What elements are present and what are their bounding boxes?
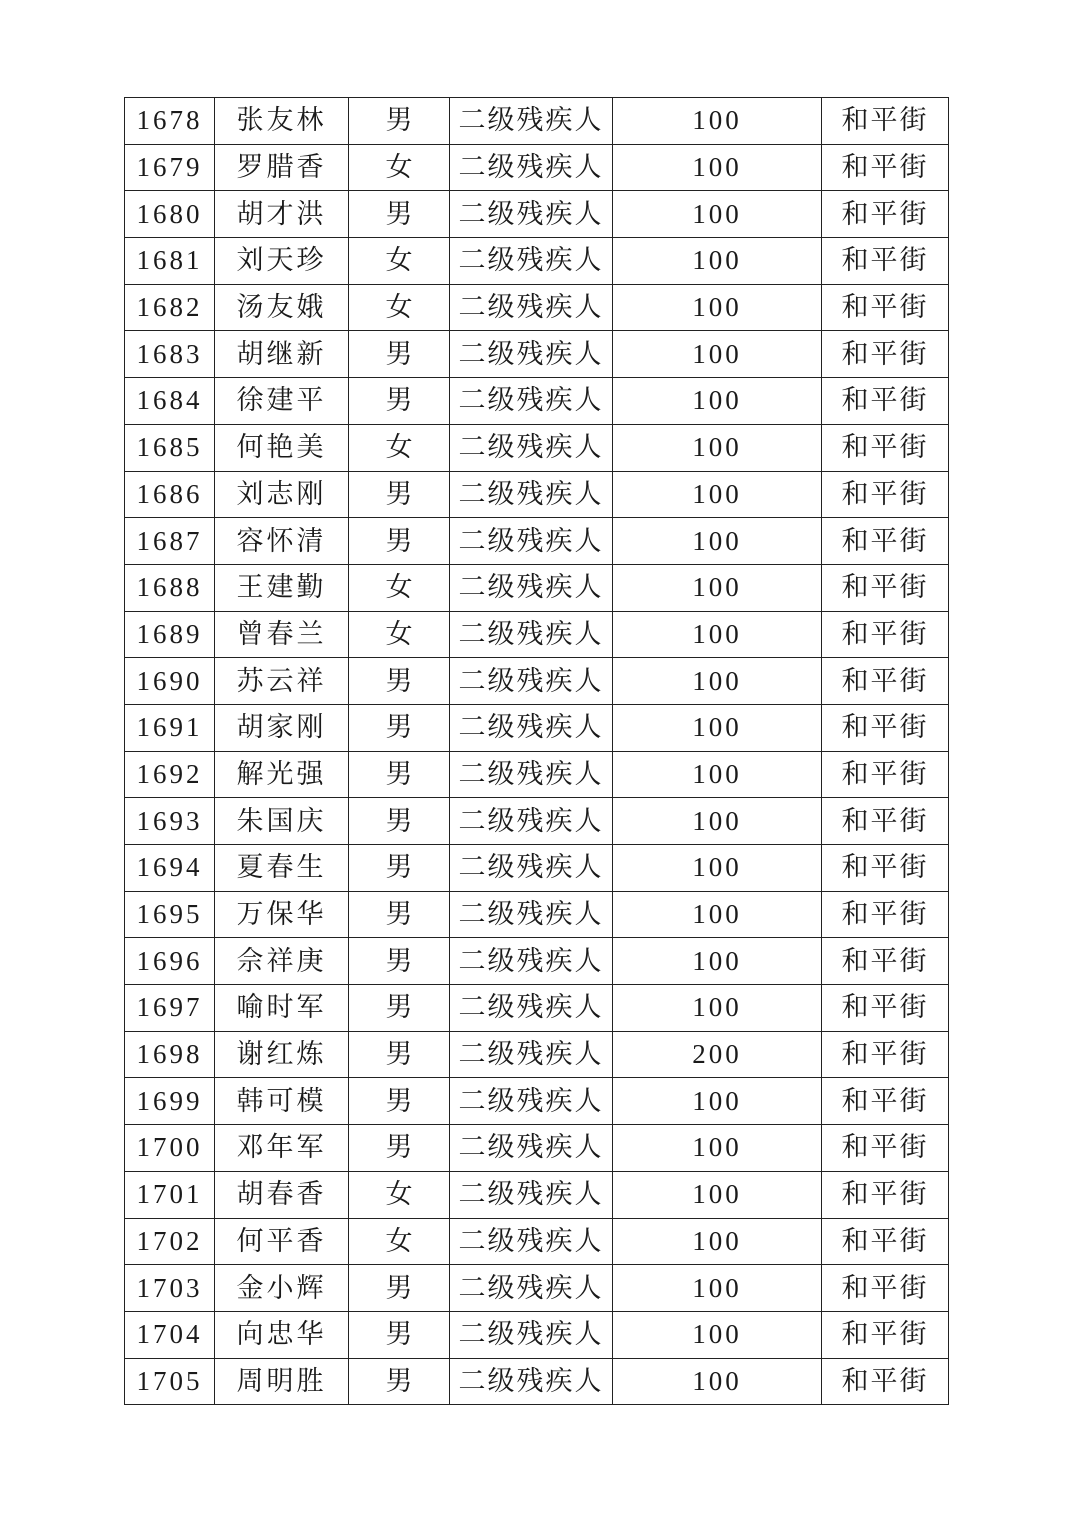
name-cell: 汤友娥 (215, 284, 349, 331)
name-cell: 张友林 (215, 98, 349, 145)
gender-cell: 男 (349, 704, 450, 751)
street-cell: 和平街 (822, 798, 949, 845)
serial-number-cell: 1686 (125, 471, 215, 518)
roster-table-body (125, 98, 949, 1405)
disability-level-cell: 二级残疾人 (450, 238, 613, 285)
amount-cell: 100 (613, 1125, 822, 1172)
name-cell: 金小辉 (215, 1265, 349, 1312)
gender-cell: 男 (349, 658, 450, 705)
name-cell: 胡才洪 (215, 191, 349, 238)
serial-number-cell: 1700 (125, 1125, 215, 1172)
street-cell: 和平街 (822, 1078, 949, 1125)
amount-cell: 100 (613, 238, 822, 285)
amount-cell: 100 (613, 891, 822, 938)
serial-number-cell: 1678 (125, 98, 215, 145)
street-cell: 和平街 (822, 1265, 949, 1312)
table-row (125, 191, 949, 238)
serial-number-cell: 1692 (125, 751, 215, 798)
amount-cell: 100 (613, 845, 822, 892)
serial-number-cell: 1701 (125, 1171, 215, 1218)
disability-level-cell: 二级残疾人 (450, 658, 613, 705)
street-cell: 和平街 (822, 1358, 949, 1405)
street-cell: 和平街 (822, 191, 949, 238)
name-cell: 苏云祥 (215, 658, 349, 705)
amount-cell: 100 (613, 191, 822, 238)
gender-cell: 女 (349, 611, 450, 658)
name-cell: 韩可模 (215, 1078, 349, 1125)
name-cell: 万保华 (215, 891, 349, 938)
amount-cell: 100 (613, 1265, 822, 1312)
amount-cell: 100 (613, 331, 822, 378)
amount-cell: 100 (613, 1311, 822, 1358)
amount-cell: 100 (613, 1358, 822, 1405)
serial-number-cell: 1699 (125, 1078, 215, 1125)
name-cell: 喻时军 (215, 985, 349, 1032)
street-cell: 和平街 (822, 751, 949, 798)
amount-cell: 200 (613, 1031, 822, 1078)
disability-level-cell: 二级残疾人 (450, 1171, 613, 1218)
street-cell: 和平街 (822, 518, 949, 565)
table-row (125, 1265, 949, 1312)
gender-cell: 男 (349, 938, 450, 985)
amount-cell: 100 (613, 611, 822, 658)
amount-cell: 100 (613, 378, 822, 425)
table-row (125, 938, 949, 985)
gender-cell: 女 (349, 284, 450, 331)
street-cell: 和平街 (822, 564, 949, 611)
name-cell: 刘志刚 (215, 471, 349, 518)
serial-number-cell: 1681 (125, 238, 215, 285)
amount-cell: 100 (613, 564, 822, 611)
disability-level-cell: 二级残疾人 (450, 191, 613, 238)
amount-cell: 100 (613, 471, 822, 518)
gender-cell: 女 (349, 238, 450, 285)
street-cell: 和平街 (822, 704, 949, 751)
disability-level-cell: 二级残疾人 (450, 938, 613, 985)
table-row (125, 518, 949, 565)
serial-number-cell: 1697 (125, 985, 215, 1032)
street-cell: 和平街 (822, 238, 949, 285)
street-cell: 和平街 (822, 1171, 949, 1218)
amount-cell: 100 (613, 424, 822, 471)
name-cell: 何艳美 (215, 424, 349, 471)
street-cell: 和平街 (822, 938, 949, 985)
table-row (125, 1031, 949, 1078)
gender-cell: 女 (349, 144, 450, 191)
serial-number-cell: 1685 (125, 424, 215, 471)
gender-cell: 男 (349, 845, 450, 892)
gender-cell: 男 (349, 1078, 450, 1125)
gender-cell: 男 (349, 378, 450, 425)
name-cell: 胡家刚 (215, 704, 349, 751)
disability-level-cell: 二级残疾人 (450, 1311, 613, 1358)
roster-table (124, 97, 949, 1405)
table-row (125, 891, 949, 938)
street-cell: 和平街 (822, 611, 949, 658)
table-row (125, 144, 949, 191)
disability-level-cell: 二级残疾人 (450, 424, 613, 471)
name-cell: 佘祥庚 (215, 938, 349, 985)
gender-cell: 男 (349, 331, 450, 378)
disability-level-cell: 二级残疾人 (450, 518, 613, 565)
gender-cell: 男 (349, 518, 450, 565)
street-cell: 和平街 (822, 1125, 949, 1172)
disability-level-cell: 二级残疾人 (450, 611, 613, 658)
disability-level-cell: 二级残疾人 (450, 331, 613, 378)
amount-cell: 100 (613, 751, 822, 798)
street-cell: 和平街 (822, 658, 949, 705)
disability-level-cell: 二级残疾人 (450, 98, 613, 145)
amount-cell: 100 (613, 144, 822, 191)
amount-cell: 100 (613, 98, 822, 145)
disability-level-cell: 二级残疾人 (450, 891, 613, 938)
street-cell: 和平街 (822, 284, 949, 331)
name-cell: 夏春生 (215, 845, 349, 892)
street-cell: 和平街 (822, 378, 949, 425)
serial-number-cell: 1683 (125, 331, 215, 378)
disability-level-cell: 二级残疾人 (450, 985, 613, 1032)
gender-cell: 男 (349, 1358, 450, 1405)
name-cell: 谢红炼 (215, 1031, 349, 1078)
table-row (125, 284, 949, 331)
table-row (125, 1171, 949, 1218)
serial-number-cell: 1694 (125, 845, 215, 892)
disability-level-cell: 二级残疾人 (450, 1125, 613, 1172)
street-cell: 和平街 (822, 891, 949, 938)
amount-cell: 100 (613, 1078, 822, 1125)
amount-cell: 100 (613, 1218, 822, 1265)
name-cell: 刘天珍 (215, 238, 349, 285)
gender-cell: 男 (349, 98, 450, 145)
table-row (125, 564, 949, 611)
table-row (125, 331, 949, 378)
street-cell: 和平街 (822, 985, 949, 1032)
gender-cell: 女 (349, 1218, 450, 1265)
disability-level-cell: 二级残疾人 (450, 471, 613, 518)
name-cell: 何平香 (215, 1218, 349, 1265)
street-cell: 和平街 (822, 1311, 949, 1358)
table-row (125, 378, 949, 425)
amount-cell: 100 (613, 704, 822, 751)
serial-number-cell: 1702 (125, 1218, 215, 1265)
table-row (125, 1311, 949, 1358)
gender-cell: 男 (349, 191, 450, 238)
amount-cell: 100 (613, 518, 822, 565)
name-cell: 胡继新 (215, 331, 349, 378)
disability-level-cell: 二级残疾人 (450, 1218, 613, 1265)
disability-level-cell: 二级残疾人 (450, 1265, 613, 1312)
gender-cell: 女 (349, 564, 450, 611)
serial-number-cell: 1688 (125, 564, 215, 611)
serial-number-cell: 1687 (125, 518, 215, 565)
serial-number-cell: 1680 (125, 191, 215, 238)
disability-level-cell: 二级残疾人 (450, 1031, 613, 1078)
street-cell: 和平街 (822, 98, 949, 145)
disability-level-cell: 二级残疾人 (450, 798, 613, 845)
amount-cell: 100 (613, 985, 822, 1032)
serial-number-cell: 1690 (125, 658, 215, 705)
disability-level-cell: 二级残疾人 (450, 144, 613, 191)
table-row (125, 1125, 949, 1172)
name-cell: 向忠华 (215, 1311, 349, 1358)
gender-cell: 男 (349, 1265, 450, 1312)
name-cell: 周明胜 (215, 1358, 349, 1405)
serial-number-cell: 1682 (125, 284, 215, 331)
serial-number-cell: 1695 (125, 891, 215, 938)
disability-level-cell: 二级残疾人 (450, 704, 613, 751)
street-cell: 和平街 (822, 471, 949, 518)
amount-cell: 100 (613, 798, 822, 845)
table-row (125, 658, 949, 705)
serial-number-cell: 1691 (125, 704, 215, 751)
amount-cell: 100 (613, 284, 822, 331)
table-row (125, 1218, 949, 1265)
disability-level-cell: 二级残疾人 (450, 1078, 613, 1125)
disability-level-cell: 二级残疾人 (450, 751, 613, 798)
disability-level-cell: 二级残疾人 (450, 564, 613, 611)
name-cell: 邓年军 (215, 1125, 349, 1172)
serial-number-cell: 1684 (125, 378, 215, 425)
name-cell: 徐建平 (215, 378, 349, 425)
amount-cell: 100 (613, 658, 822, 705)
name-cell: 胡春香 (215, 1171, 349, 1218)
serial-number-cell: 1689 (125, 611, 215, 658)
serial-number-cell: 1696 (125, 938, 215, 985)
gender-cell: 男 (349, 1125, 450, 1172)
table-row (125, 751, 949, 798)
disability-level-cell: 二级残疾人 (450, 845, 613, 892)
street-cell: 和平街 (822, 331, 949, 378)
serial-number-cell: 1705 (125, 1358, 215, 1405)
name-cell: 朱国庆 (215, 798, 349, 845)
table-row (125, 424, 949, 471)
street-cell: 和平街 (822, 424, 949, 471)
table-row (125, 238, 949, 285)
table-row (125, 471, 949, 518)
name-cell: 解光强 (215, 751, 349, 798)
street-cell: 和平街 (822, 1031, 949, 1078)
table-row (125, 1358, 949, 1405)
amount-cell: 100 (613, 938, 822, 985)
gender-cell: 男 (349, 891, 450, 938)
disability-level-cell: 二级残疾人 (450, 284, 613, 331)
table-row (125, 798, 949, 845)
name-cell: 曾春兰 (215, 611, 349, 658)
serial-number-cell: 1679 (125, 144, 215, 191)
name-cell: 罗腊香 (215, 144, 349, 191)
table-row (125, 1078, 949, 1125)
serial-number-cell: 1693 (125, 798, 215, 845)
gender-cell: 女 (349, 1171, 450, 1218)
table-row (125, 611, 949, 658)
disability-level-cell: 二级残疾人 (450, 378, 613, 425)
serial-number-cell: 1703 (125, 1265, 215, 1312)
table-row (125, 704, 949, 751)
gender-cell: 男 (349, 1311, 450, 1358)
disability-level-cell: 二级残疾人 (450, 1358, 613, 1405)
street-cell: 和平街 (822, 1218, 949, 1265)
gender-cell: 男 (349, 1031, 450, 1078)
gender-cell: 男 (349, 985, 450, 1032)
table-row (125, 985, 949, 1032)
serial-number-cell: 1698 (125, 1031, 215, 1078)
table-row (125, 98, 949, 145)
gender-cell: 男 (349, 471, 450, 518)
street-cell: 和平街 (822, 845, 949, 892)
gender-cell: 女 (349, 424, 450, 471)
name-cell: 容怀清 (215, 518, 349, 565)
gender-cell: 男 (349, 798, 450, 845)
table-row (125, 845, 949, 892)
name-cell: 王建勤 (215, 564, 349, 611)
serial-number-cell: 1704 (125, 1311, 215, 1358)
street-cell: 和平街 (822, 144, 949, 191)
gender-cell: 男 (349, 751, 450, 798)
amount-cell: 100 (613, 1171, 822, 1218)
